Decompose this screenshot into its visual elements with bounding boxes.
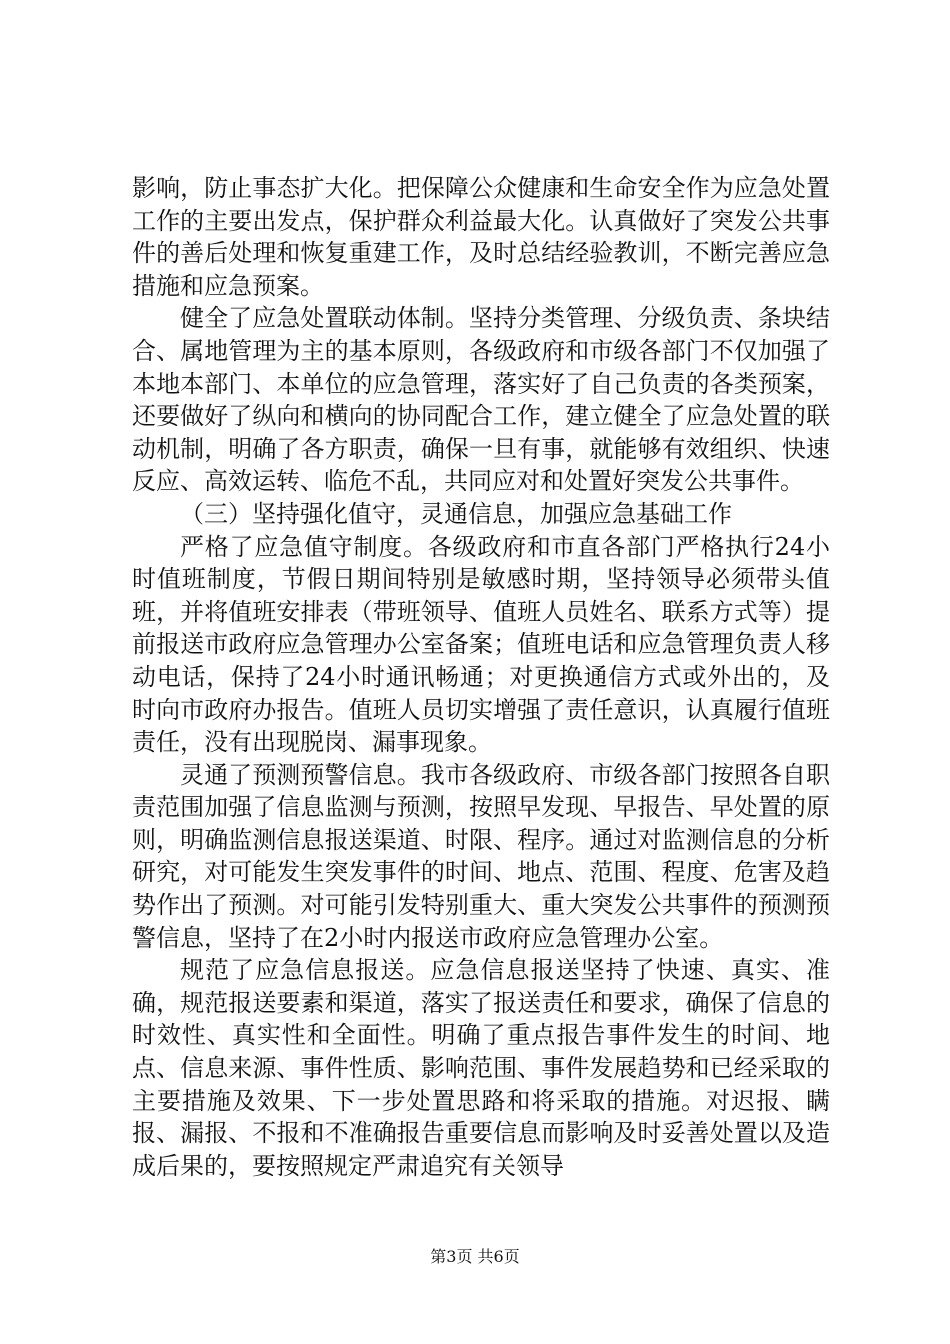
page-footer: 第3页 共6页 xyxy=(430,1247,520,1266)
paragraph-info-reporting: 规范了应急信息报送。应急信息报送坚持了快速、真实、准确，规范报送要素和渠道，落实了报送责任和要求，确保了信息的时效性、真实性和全面性。明确了重点报告事件发生的时间、地点、信息来源、事件性质、影响范围、事件发展趋势和已经采取的主要措施及效果、下一步处置思路和将采取的措施。对迟报、瞒报、漏报、不报和不准确报告重要信息而影响及时妥善处置以及造成后果的，要按照规定严肃追究有关领导 xyxy=(132,956,830,1180)
document-body xyxy=(132,172,830,1182)
paragraph-early-warning: 灵通了预测预警信息。我市各级政府、市级各部门按照各自职责范围加强了信息监测与预测，按照早发现、早报告、早处置的原则，明确监测信息报送渠道、时限、程序。通过对监测信息的分析研究，对可能发生突发事件的时间、地点、范围、程度、危害及趋势作出了预测。对可能引发特别重大、重大突发公共事件的预测预警信息，坚持了在2小时内报送市政府应急管理办公室。 xyxy=(132,760,830,952)
section-heading-three: （三）坚持强化值守，灵通信息，加强应急基础工作 xyxy=(180,499,732,528)
paragraph-linkage-mechanism: 健全了应急处置联动体制。坚持分类管理、分级负责、条块结合、属地管理为主的基本原则，各级政府和市级各部门不仅加强了本地本部门、本单位的应急管理，落实好了自己负责的各类预案，还要做好了纵向和横向的协同配合工作，建立健全了应急处置的联动机制，明确了各方职责，确保一旦有事，就能够有效组织、快速反应、高效运转、临危不乱，共同应对和处置好突发公共事件。 xyxy=(132,304,830,496)
paragraph-continuation: 影响，防止事态扩大化。把保障公众健康和生命安全作为应急处置工作的主要出发点，保护群众利益最大化。认真做好了突发公共事件的善后处理和恢复重建工作，及时总结经验教训，不断完善应急措施和应急预案。 xyxy=(132,174,830,300)
paragraph-duty-system: 严格了应急值守制度。各级政府和市直各部门严格执行24小时值班制度，节假日期间特别是敏感时期，坚持领导必须带头值班，并将值班安排表（带班领导、值班人员姓名、联系方式等）提前报送市政府应急管理办公室备案；值班电话和应急管理负责人移动电话，保持了24小时通讯畅通；对更换通信方式或外出的，及时向市政府办报告。值班人员切实增强了责任意识，认真履行值班责任，没有出现脱岗、漏事现象。 xyxy=(132,532,830,757)
